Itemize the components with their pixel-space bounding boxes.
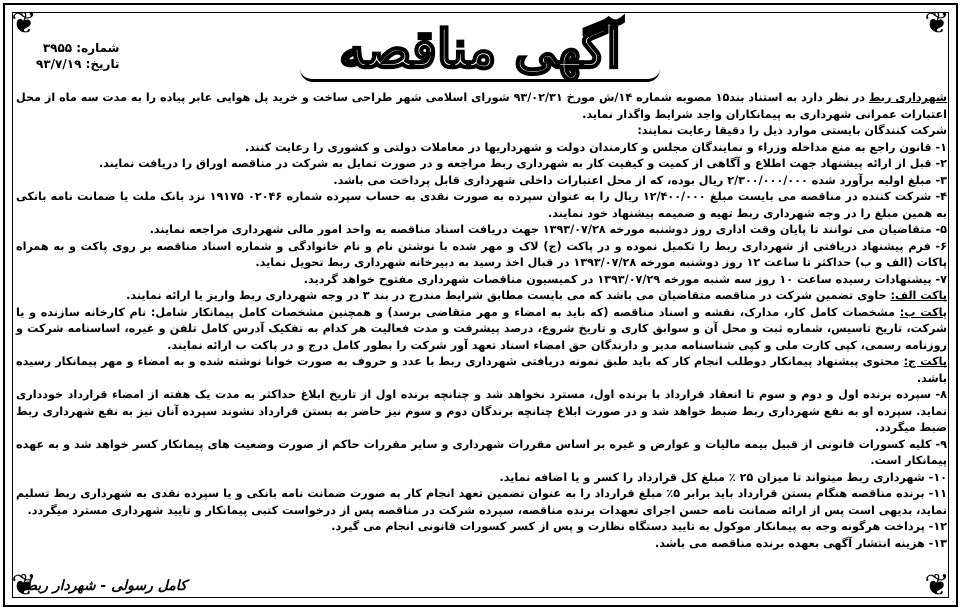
packet-label: پاکت ج:	[903, 355, 947, 368]
number-label: شماره:	[76, 41, 120, 55]
list-item: ۵- متقاضیان می توانند تا پایان وقت اداری روز دوشنبه مورخه ۱۳۹۳/۰۷/۲۸ جهت دریافت اسناد مناقصه به واحد امور مالی شهرداری مراجعه نمایند.	[149, 223, 947, 236]
signature: کامل رسولی - شهردار ربط	[24, 578, 187, 594]
document-date	[36, 56, 119, 72]
list-item: ۱- قانون راجع به منع مداخله وزراء و نمایندگان مجلس و کارمندان دولت و شهرداریها در معاملات دولتی و کشوری را رعایت کنند.	[244, 140, 947, 154]
list-item: ۱۱- برنده مناقصه هنگام بستن قرارداد باید برابر ۵٪ مبلغ قرارداد را به عنوان تضمین تعهد انجام کار به صورت ضمانت نامه بانکی و یا سپرده نقدی به شهرداری ربط تسلیم نماید، بدیهی است پس از ارائه ضمانت نامه حسن اجرای تعهدات برنده مناقصه، سپرده شرکت در مناقصه پس از درخواست کتبی پیمانکار و تایید شهرداری مسترد میگردد.	[16, 487, 947, 517]
corner-ornament-icon: ❦	[924, 6, 950, 41]
corner-ornament-icon: ❦	[11, 6, 37, 41]
page-title: آگهی مناقصه	[339, 19, 621, 80]
document-number	[36, 40, 119, 56]
list-item: ۳- مبلغ اولیه برآورد شده ۲/۳۰۰/۰۰۰/۰۰۰ ریال بوده، که از محل اعتبارات داخلی شهرداری قابل پرداخت می باشد.	[333, 173, 947, 187]
list-item: ۸- سپرده برنده اول و دوم و سوم تا انعقاد قرارداد با برنده اول، مسترد نخواهد شد و چنانچه برنده اول از تاریخ ابلاغ حداکثر به مدت یک هفته از امضاء قرارداد خودداری نماید. سپرده او به نفع شهرداری ربط ضبط خواهد شد و در صورت ابلاغ چنانچه برندگان دوم و سوم نیز حاضر به بستن قرارداد نشوند سپرده آنان نیز به نفع شهرداری ربط ضبط میگردد.	[16, 388, 947, 434]
list-item: ۶- فرم پیشنهاد دریافتی از شهرداری ربط را تکمیل نموده و در پاکت (ج) لاک و مهر شده با نوشتن نام و نام خانوادگی و شماره اسناد مناقصه بر روی پاکت و به همراه پاکات (الف و ب) حداکثر تا ساعت ۱۲ روز دوشنبه مورخه ۱۳۹۳/۰۷/۲۸ در قبال اخذ رسید به دبیرخانه شهرداری ربط تحویل نماید.	[16, 239, 947, 269]
date-label: تاریخ:	[85, 57, 120, 71]
instructions-note: شرکت کنندگان بایستی موارد ذیل را دقیقا رعایت نمایند:	[637, 124, 947, 137]
packet-text: محتوی پیشنهاد پیمانکار دوطلب انجام کار که باید طبق نمونه دریافتی شهرداری ربط با عدد و حروف به صورت خوانا نوشته شده و به امضاء و مهر پیمانکار رسیده باشد.	[16, 355, 947, 385]
corner-ornament-icon: ❦	[924, 568, 950, 603]
document-meta	[36, 40, 119, 72]
list-item: ۱۰- شهرداری ربط میتواند تا میزان ۲۵ ٪ مبلغ کل قرارداد را کسر و یا اضافه نماید.	[499, 470, 947, 484]
packet-paragraph	[16, 354, 947, 387]
list-item: ۱۲- پرداخت هرگونه وجه به پیمانکار موکول به تایید دستگاه نظارت و پس از کسر کسورات قانونی انجام می گیرد.	[331, 520, 947, 533]
number-value: ۳۹۵۵	[42, 41, 73, 55]
packet-text: حاوی تضمین شرکت در مناقصه متقاضیان می باشد که می بایست مطابق شرایط مندرج در بند ۳ در وجه شهرداری ربط واریز یا ارائه نمایند.	[126, 289, 891, 302]
list-item: ۱۳- هزینه انتشار آگهی بعهده برنده مناقصه می باشد.	[655, 536, 947, 550]
packet-paragraph	[16, 305, 947, 355]
packet-label: پاکت ب:	[899, 305, 947, 319]
list-item: ۴- شرکت کننده در مناقصه می بایست مبلغ ۱۲/۴۰۰/۰۰۰ ریال را به عنوان سپرده به صورت نقدی به حساب سپرده شماره ۰۲۰۴۶ ۱۹۱۷۵ نزد بانک ملت یا ضمانت نامه بانکی به همین مبلغ را در وجه شهرداری ربط تهیه و ضمیمه پیشنهاد خود نمایند.	[16, 190, 947, 220]
list-item: ۷- پیشنهادات رسیده ساعت ۱۰ روز سه شنبه مورخه ۱۳۹۳/۰۷/۲۹ در کمیسیون مناقصات شهرداری مفتوح خواهد گردید.	[303, 272, 947, 286]
tender-body	[16, 90, 947, 552]
intro-lead: شهرداری ربط	[868, 91, 948, 104]
list-item: ۹- کلیه کسورات قانونی از قبیل بیمه مالیات و عوارض و غیره بر اساس مقررات شهرداری و سایر مقررات حاکم از صورت وضعیت های پیمانکار کسر خواهد شد و به عهده پیمانکار است.	[16, 437, 947, 467]
corner-ornament-icon: ❦	[11, 568, 37, 603]
packet-text: مشخصات کامل کار، مدارک، نقشه و اسناد مناقصه (که باید به امضاء و مهر متقاضی برسد) و همچنین مشخصات کامل پیمانکار شامل: نام کارخانه سازنده و یا شرکت، تاریخ تاسیس، شماره ثبت و محل آن و سوابق کاری و تاریخ شروع، درصد پیشرفت و مدت فعالیت هر کدام به تفکیک آدرس کامل تلفن و غیره، اساسنامه شرکت و روزنامه رسمی، کپی کارت ملی و کپی شناسنامه مدیر و دارندگان حق امضاء اسناد تعهد آور شرکت را بطور کامل درج و در پاکت ب ارائه نمایند.	[16, 305, 947, 352]
title-scroll-decoration	[300, 69, 660, 82]
list-item: ۲- قبل از ارائه پیشنهاد جهت اطلاع و آگاهی از کمیت و کیفیت کار به شهرداری ربط مراجعه و در صورت تمایل به شرکت در مناقصه اوراق را دریافت نمایند.	[98, 157, 947, 170]
packet-paragraph	[16, 288, 947, 305]
date-value: ۹۳/۷/۱۹	[36, 57, 82, 71]
packet-label: پاکت الف:	[890, 289, 947, 302]
intro-paragraph	[16, 90, 947, 123]
title-banner	[300, 14, 660, 86]
intro-text: در نظر دارد به استناد بند۱۵ مصوبه شماره ۱۴/ش مورخ ۹۳/۰۲/۳۱ شورای اسلامی شهر طراحی ساخت و خرید پل هوایی عابر پیاده را به مدت سه ماه از محل اعتبارات عمرانی شهرداری به پیمانکاران واجد شرایط واگذار نماید.	[16, 91, 947, 121]
